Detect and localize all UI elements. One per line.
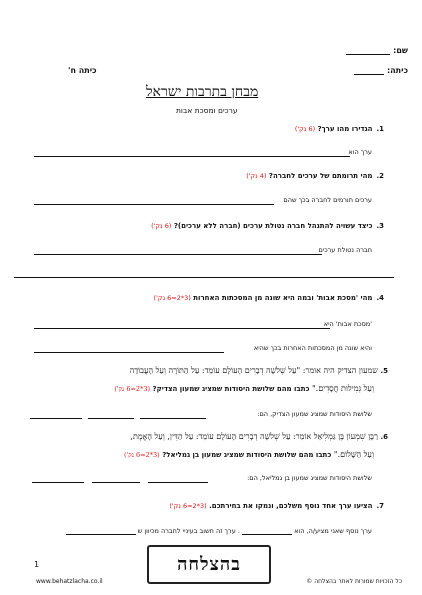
q7-value-blank[interactable] [242,526,292,535]
footer-copyright: כל הזכויות שמורות לאתר בהצלחה © [306,578,402,585]
question-1: 1.הגדירו מהו ערך? (6 נק') [294,125,384,133]
q4-prompt-2: והיא שונה מן המסכתות האחרות בכך שהיא [253,344,372,352]
behatzlacha-logo: בהצלחה [147,545,271,584]
q2-answer-line[interactable] [34,204,274,205]
question-6-quote-line-1: 6. רַבָּן שִׁמְעוֹן בֶּן גַּמְלִיאֵל אוֹמֵר: עַל שְׁלשָׁה דְבָרִים הָעוֹלָם עוֹמֵד: עַל הַדִּין, וְעַל הָאֱמֶת, [130,432,388,441]
q6-answer-blank-2[interactable] [92,482,140,483]
q4-prompt-1: 'מסכת אבות' היא [323,320,372,328]
class-input-line[interactable] [354,66,384,75]
question-5-quote-line-2: וְעַל גְּמִילוּת חֲסָדִים." כתבו מהם שלושת היסודות שמציג שמעון הצדיק? (3*2=6 נק') [114,384,374,393]
page-mark: 1 [34,560,40,569]
q7-prompt-a: ערך נוסף שאני מציע/ה, הוא [294,527,372,535]
footer-url[interactable]: www.behatzlacha.co.il [36,578,103,585]
page-subtitle: ערכים ומסכת אבות [176,106,238,115]
page-title: מבחן בתרבות ישראל [146,84,259,100]
q1-prompt: ערך הוא [348,148,372,156]
points-badge: (6 נק') [151,222,172,230]
question-5-quote-line-1: 5. שמעון הצדיק היה אומר: "עַל שְׁלשָׁה דְבָרִים הָעוֹלָם עוֹמֵד: עַל הַתּוֹרָה וְעַל הָעֲבוֹדָה [129,366,388,375]
q5-answer-blank-3[interactable] [30,418,82,419]
class-label: כיתה [390,66,408,75]
name-input-line[interactable] [346,46,390,55]
question-6-quote-line-2: וְעַל הַשָּׁלוֹם." כתבו מהם שלושת היסודות שמציג שמעון בן גמליאל? (3*2=6 נק') [123,450,374,459]
question-7: 7.הציעו ערך אחד נוסף משלכם, ונמקו את בחירתכם. (3*2=6 נק') [169,502,384,510]
q6-prompt: שלושת היסודות שמציג שמעון בן גמליאל, הם: [247,474,372,482]
q4-answer-line-2[interactable] [34,352,224,353]
q5-answer-blank-2[interactable] [88,418,134,419]
points-badge: (6 נק') [294,125,316,133]
question-4: 4.מהי 'מסכת אבות' ובמה היא שונה מן המסכתות האחרות (3*2=6 נק') [153,294,384,302]
q6-answer-blank-1[interactable] [148,482,208,483]
q7-reason-blank[interactable] [66,526,136,535]
q3-answer-line-1[interactable] [34,254,322,255]
q4-answer-line-1[interactable] [34,328,330,329]
points-badge: (3*2=6 נק') [123,451,160,459]
q2-prompt: ערכים תורמים לחברה בכך שהם [283,196,372,204]
points-badge: (4 נק') [246,172,267,180]
points-badge: (3*2=6 נק') [169,502,207,510]
points-badge: (3*2=6 נק') [114,385,150,393]
q5-prompt: שלושת היסודות שמציג שמעון הצדיק, הם: [257,410,372,418]
q6-answer-blank-3[interactable] [32,482,84,483]
question-2: 2.מהי תרומתם של ערכים לחברה? (4 נק') [246,172,384,180]
name-field-row: שם: [346,46,408,55]
q5-instruction: כתבו מהם שלושת היסודות שמציג שמעון הצדיק? [152,385,310,393]
question-3: 3.כיצד עשויה להתנהל חברה נטולת ערכים (חברה ללא ערכים)? (6 נק') [151,222,384,230]
q7-prompt-b: . ערך זה חשוב בעיניי לחברה מכיוון ש [137,527,240,535]
q5-answer-blank-1[interactable] [140,418,206,419]
q1-answer-line[interactable] [34,156,350,157]
q6-instruction: כתבו מהם שלושת היסודות שמציג שמעון בן גמליאל? [162,451,332,459]
grade-label: כיתה ח' [68,66,97,75]
q3-answer-line-2[interactable] [14,277,394,278]
points-badge: (3*2=6 נק') [153,294,191,302]
q3-prompt: חברה נטולת ערכים [318,246,372,254]
class-field-row: כיתה: [354,66,408,75]
name-label: שם [396,46,408,55]
q7-answer-row [66,526,372,535]
